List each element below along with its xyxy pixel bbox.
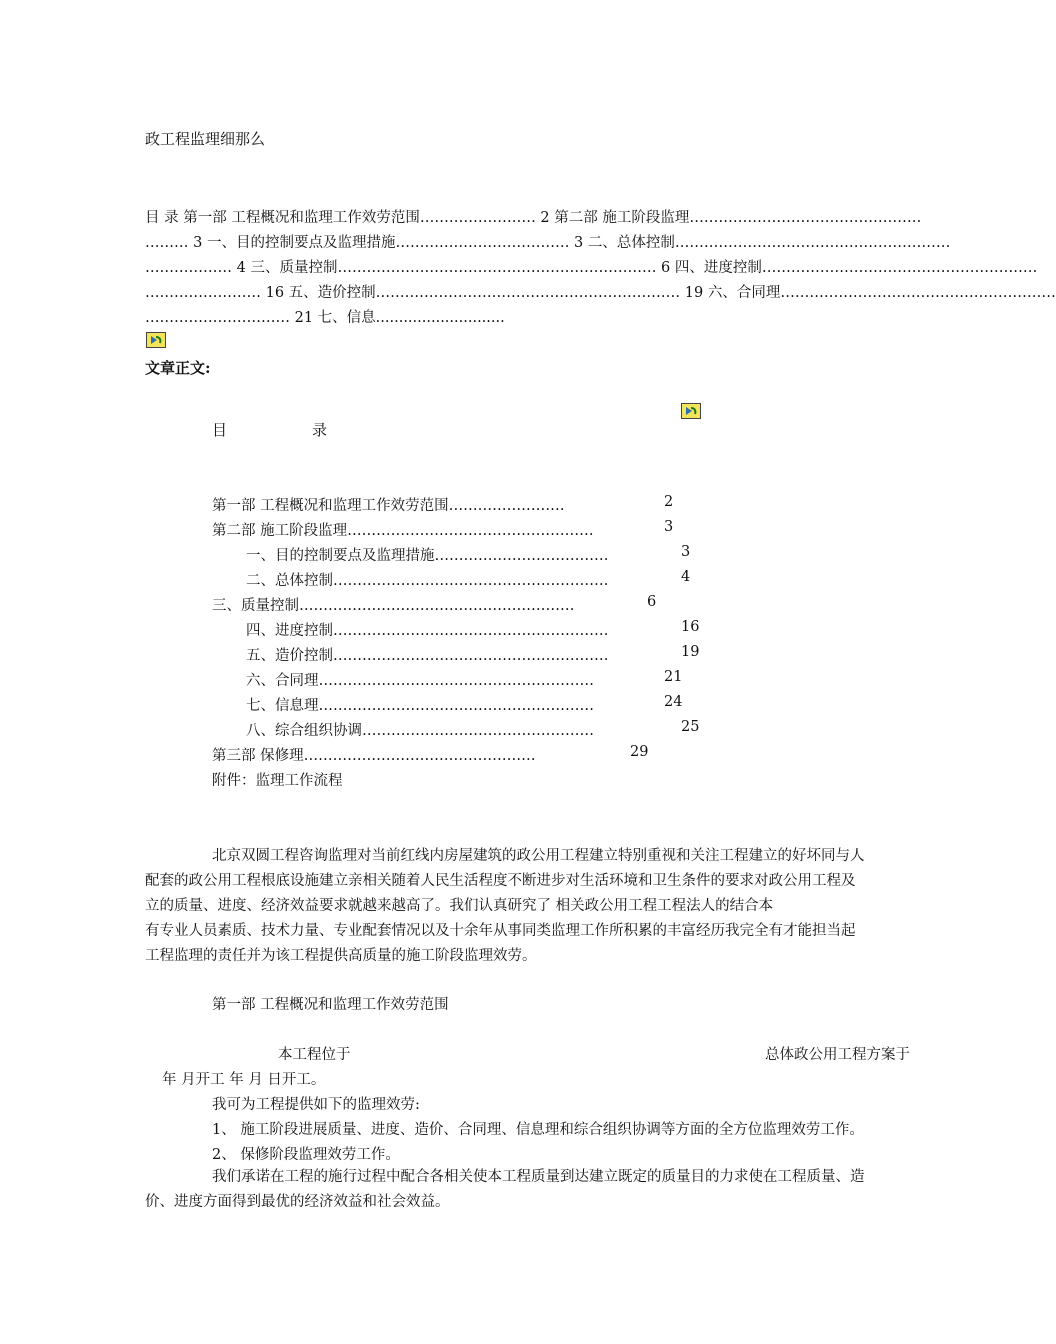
summary-line: …………………… 16 五、造价控制……………………………………………………… 19 六、合同理………………………………………………… — [145, 285, 1056, 301]
toc-row-label: 三、质量控制………………………………………………… — [212, 598, 575, 614]
summary-toc — [145, 206, 1056, 331]
paragraph-line: 我们承诺在工程的施行过程中配合各相关使本工程质量到达建立既定的质量目的力求使在工程质量、造 — [212, 1169, 865, 1185]
summary-line: ……………… 4 三、质量控制………………………………………………………… 6 四、进度控制………………………………………………… — [145, 260, 1038, 276]
location-text: 本工程位于 — [278, 1047, 351, 1063]
document-title: 政工程监理细那么 — [145, 130, 266, 148]
toc-row-label: 六、合同理………………………………………………… — [246, 673, 594, 689]
paragraph-line: 立的质量、进度、经济效益要求就越来越高了。我们认真研究了 相关政公用工程工程法人的结合本 — [145, 898, 774, 914]
toc-row-page: 25 — [681, 719, 700, 735]
toc-heading-right: 录 — [312, 421, 328, 439]
toc-row-page: 21 — [664, 669, 683, 685]
plan-text: 总体政公用工程方案于 — [765, 1047, 910, 1063]
commitment-paragraph — [145, 1165, 950, 1215]
paragraph-line: 价、进度方面得到最优的经济效益和社会效益。 — [145, 1194, 450, 1210]
toc-row-page: 3 — [681, 544, 691, 560]
toc-row-page: 19 — [681, 644, 700, 660]
section-title: 第一部 工程概况和监理工作效劳范围 — [212, 997, 449, 1013]
intro-paragraph — [145, 844, 950, 969]
summary-line: ………………………… 21 七、信息............................ — [145, 310, 505, 326]
body-label: 文章正文: — [145, 359, 211, 377]
document-link-icon[interactable] — [681, 403, 701, 419]
toc-row-label: 第一部 工程概况和监理工作效劳范围…………………… — [212, 498, 565, 514]
dates-line: 年 月开工 年 月 日开工。 — [162, 1072, 326, 1088]
toc-row-label: 第二部 施工阶段监理…………………………………………… — [212, 523, 594, 539]
paragraph-line: 北京双圆工程咨询监理对当前红线内房屋建筑的政公用工程建立特别重视和关注工程建立的好坏同与人 — [212, 848, 865, 864]
service-item: 2、 保修阶段监理效劳工作。 — [212, 1147, 400, 1163]
toc-row-label: 附件：监理工作流程 — [212, 773, 343, 789]
toc-row-page: 2 — [664, 494, 674, 510]
toc-row-page: 24 — [664, 694, 683, 710]
toc-row-label: 七、信息理………………………………………………… — [246, 698, 594, 714]
toc-row-page: 3 — [664, 519, 674, 535]
toc-row-label: 四、进度控制………………………………………………… — [246, 623, 609, 639]
service-item: 1、 施工阶段进展质量、进度、造价、合同理、信息理和综合组织协调等方面的全方位监理效劳工作。 — [212, 1122, 864, 1138]
summary-line: 目 录 第一部 工程概况和监理工作效劳范围…………………… 2 第二部 施工阶段监理………………………………………… — [145, 210, 922, 226]
summary-line: ……… 3 一、目的控制要点及监理措施……………………………… 3 二、总体控制………………………………………………… — [145, 235, 951, 251]
paragraph-line: 有专业人员素质、技术力量、专业配套情况以及十余年从事同类监理工作所积累的丰富经历我完全有才能担当起 — [145, 923, 856, 939]
paragraph-line: 配套的政公用工程根底设施建立亲相关随着人民生活程度不断进步对生活环境和卫生条件的要求对政公用工程及 — [145, 873, 856, 889]
toc-heading-left: 目 — [212, 421, 228, 439]
document-link-icon[interactable] — [146, 332, 166, 348]
toc-row-page: 29 — [630, 744, 649, 760]
services-intro: 我可为工程提供如下的监理效劳: — [212, 1097, 420, 1113]
toc-row-page: 6 — [647, 594, 657, 610]
toc-row-label: 一、目的控制要点及监理措施……………………………… — [246, 548, 609, 564]
toc-row-label: 二、总体控制………………………………………………… — [246, 573, 609, 589]
toc-row-label: 八、综合组织协调………………………………………… — [246, 723, 594, 739]
toc-row-page: 4 — [681, 569, 691, 585]
toc-row-label: 第三部 保修理………………………………………… — [212, 748, 536, 764]
toc-row-page: 16 — [681, 619, 700, 635]
paragraph-line: 工程监理的责任并为该工程提供高质量的施工阶段监理效劳。 — [145, 948, 537, 964]
toc-row-label: 五、造价控制………………………………………………… — [246, 648, 609, 664]
